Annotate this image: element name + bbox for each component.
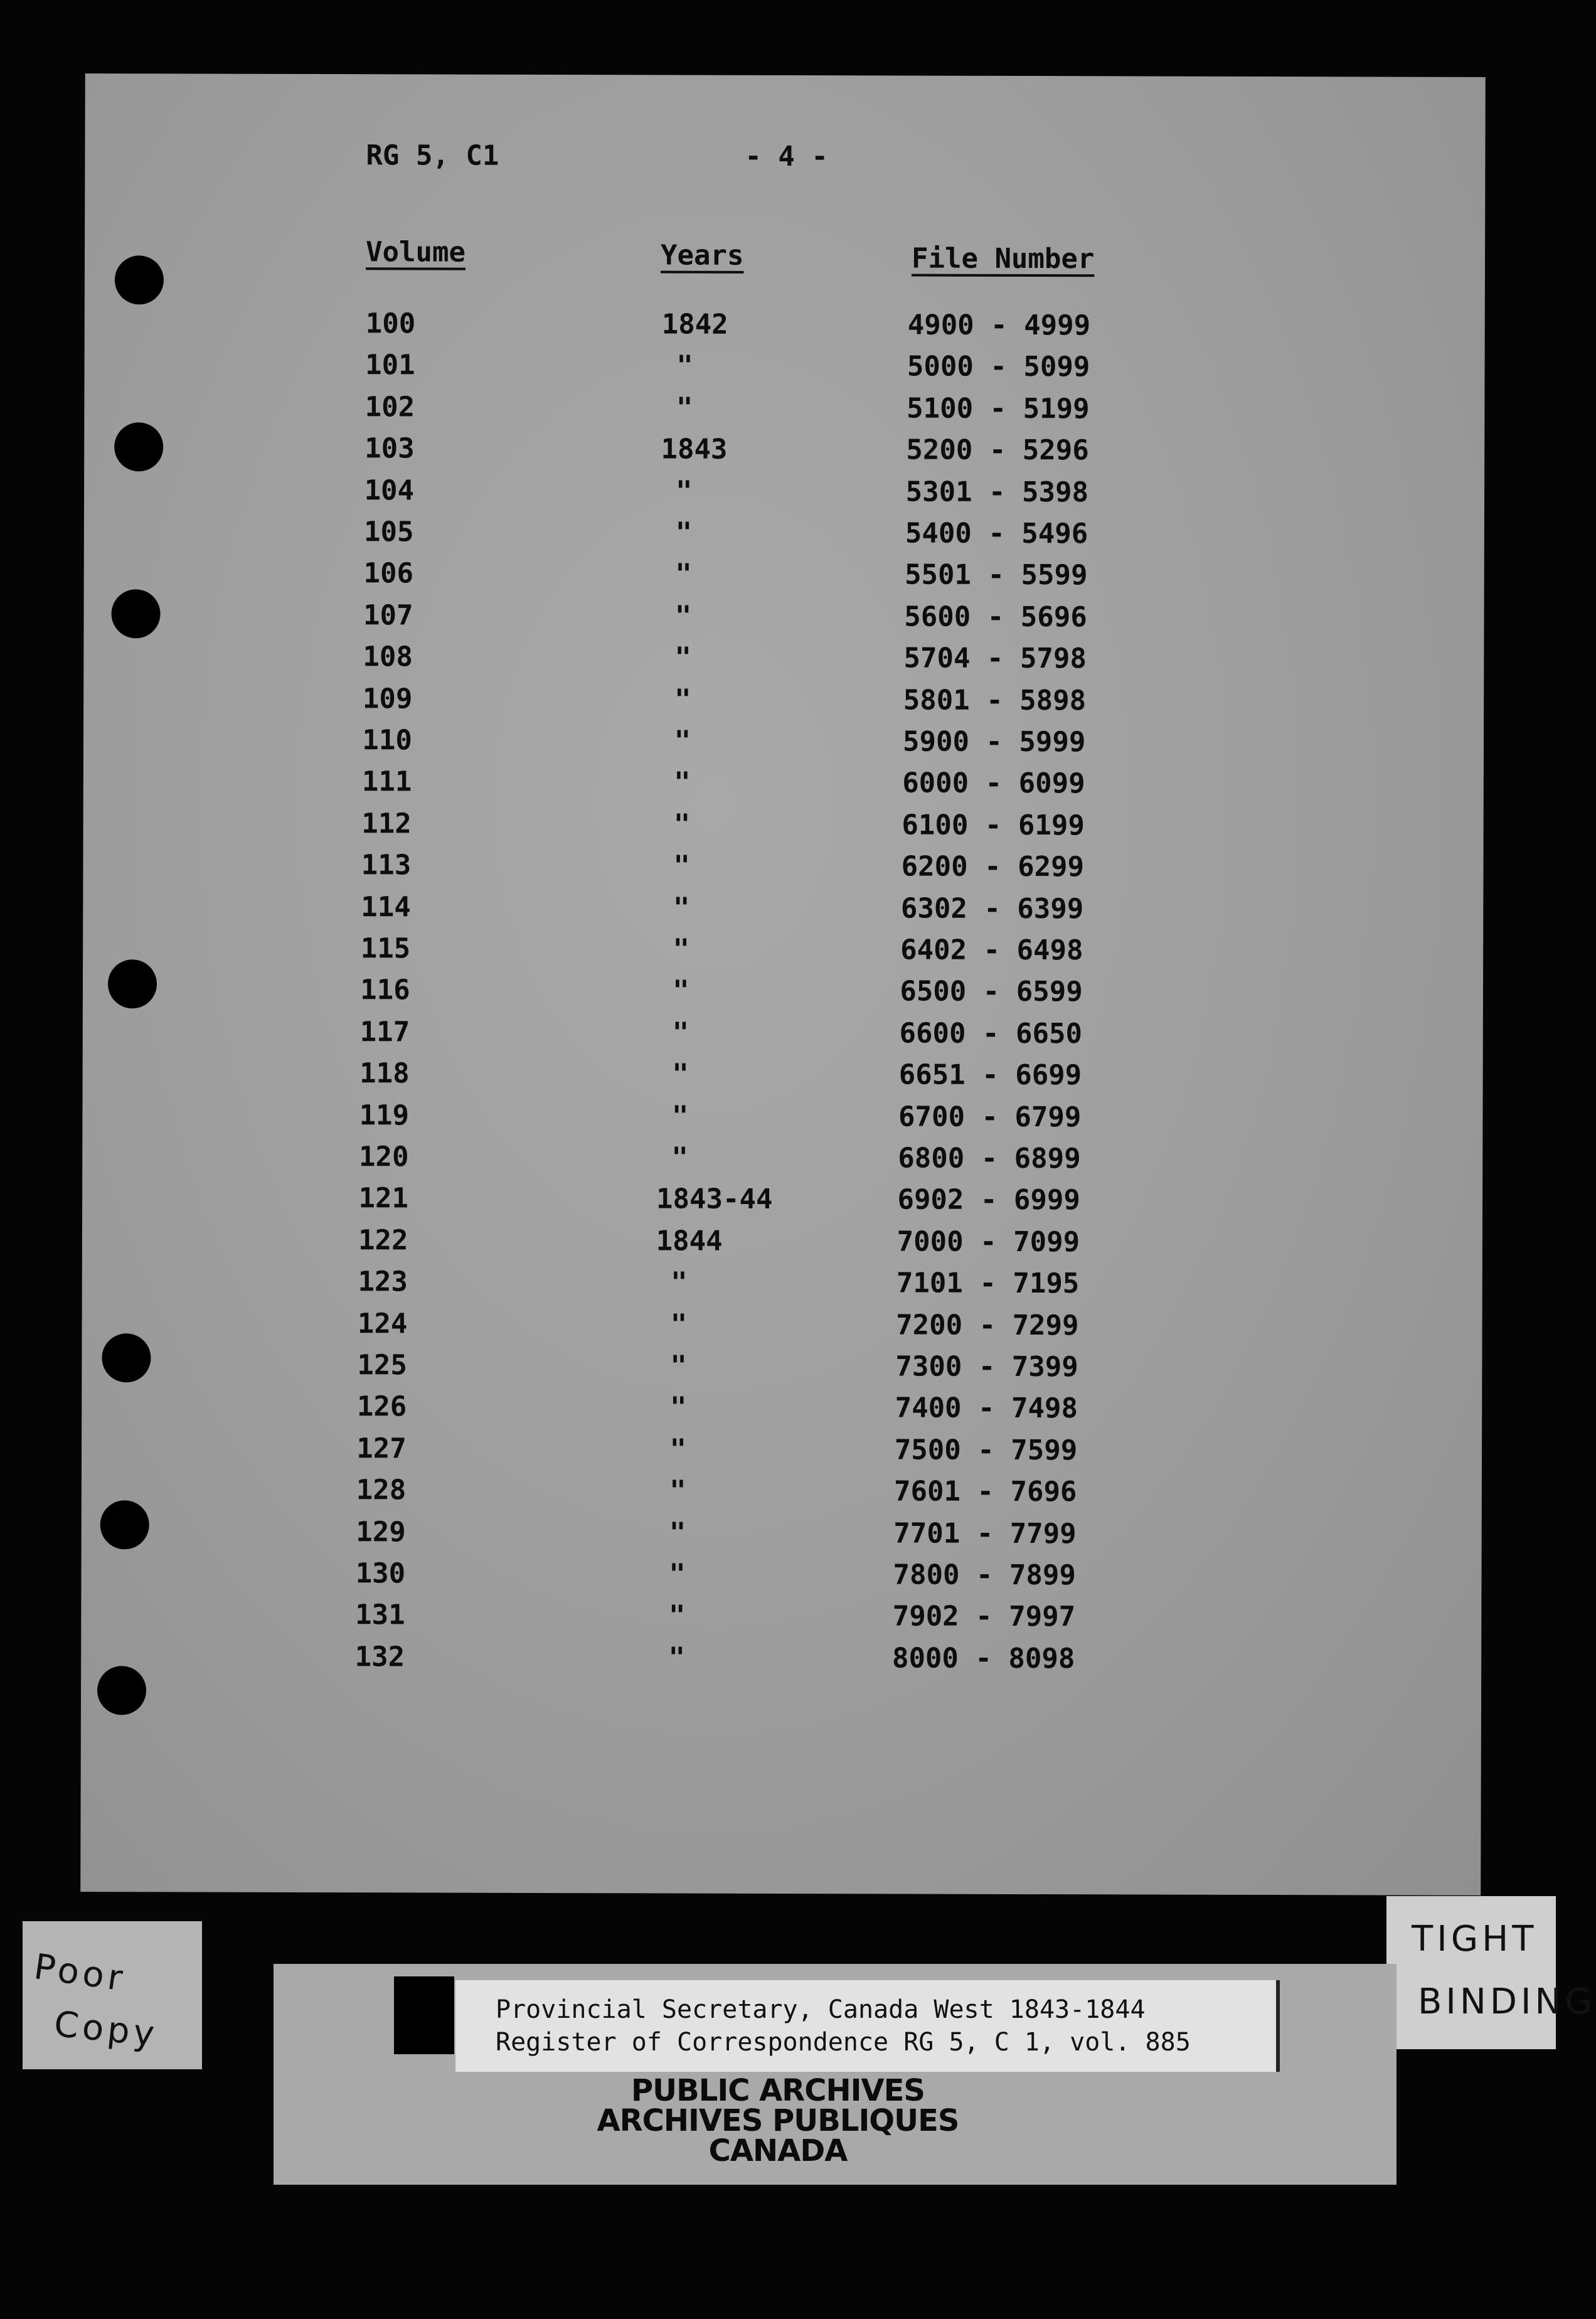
years-cell: ": [674, 725, 691, 757]
volume-cell: 102: [364, 391, 415, 424]
file-number-cell: 5900 - 5999: [902, 725, 1086, 759]
volume-cell: 125: [357, 1349, 407, 1382]
file-number-cell: 5400 - 5496: [905, 517, 1088, 550]
table-row: [84, 474, 1484, 519]
file-number-cell: 7200 - 7299: [896, 1309, 1079, 1341]
document-page: [80, 73, 1486, 1895]
years-cell: ": [673, 808, 691, 841]
file-number-cell: 5704 - 5798: [903, 642, 1087, 675]
file-number-cell: 6600 - 6650: [899, 1017, 1083, 1050]
years-cell: 1843: [661, 433, 728, 466]
years-cell: ": [669, 1391, 687, 1424]
table-row: [83, 890, 1483, 936]
years-cell: ": [670, 1308, 688, 1341]
volume-cell: 119: [359, 1099, 410, 1132]
volume-cell: 114: [361, 890, 411, 924]
file-number-cell: 5200 - 5296: [906, 434, 1089, 467]
table-row: [83, 1015, 1483, 1060]
years-cell: ": [670, 1350, 687, 1382]
table-row: [82, 1473, 1482, 1518]
volume-cell: 132: [354, 1641, 405, 1673]
table-row: [82, 1099, 1482, 1144]
file-number-cell: 7701 - 7799: [893, 1517, 1077, 1550]
table-row: [83, 599, 1484, 644]
volume-cell: 122: [358, 1224, 408, 1257]
years-cell: ": [674, 683, 691, 716]
label-info-strip: [455, 1980, 1280, 2072]
years-cell: ": [672, 1058, 689, 1090]
file-number-cell: 7300 - 7399: [895, 1350, 1078, 1383]
file-number-cell: 7000 - 7099: [896, 1225, 1080, 1259]
years-cell: ": [668, 1599, 686, 1632]
file-number-cell: 6402 - 6498: [900, 934, 1083, 967]
file-number-cell: 7500 - 7599: [894, 1434, 1078, 1467]
file-number-cell: 7400 - 7498: [895, 1392, 1078, 1425]
volume-cell: 129: [356, 1515, 406, 1549]
table-row: [82, 1181, 1482, 1227]
file-number-cell: 6700 - 6799: [898, 1101, 1082, 1133]
table-row: [83, 932, 1483, 977]
table-row: [82, 1432, 1482, 1477]
volume-cell: 127: [356, 1432, 407, 1465]
table-row: [83, 640, 1484, 685]
years-cell: ": [673, 933, 690, 966]
table-row: [84, 515, 1484, 560]
volume-cell: 100: [365, 307, 416, 340]
volume-cell: 120: [359, 1141, 409, 1173]
file-number-cell: 6200 - 6299: [901, 850, 1085, 883]
file-number-cell: 6100 - 6199: [902, 809, 1085, 842]
poor-copy-note: [23, 1921, 202, 2069]
file-number-cell: 7101 - 7195: [896, 1267, 1080, 1300]
table-row: [82, 1223, 1482, 1269]
volume-cell: 109: [362, 682, 413, 715]
file-number-cell: 6000 - 6099: [902, 767, 1085, 800]
table-row: [81, 1640, 1481, 1685]
years-cell: ": [671, 1141, 689, 1174]
file-number-cell: 5100 - 5199: [907, 392, 1090, 425]
years-cell: 1844: [656, 1225, 723, 1257]
table-row: [84, 557, 1484, 602]
handwritten-note-line: Copy: [52, 2003, 161, 2055]
volume-cell: 111: [361, 765, 412, 798]
volume-cell: 112: [361, 808, 412, 840]
page-number: - 4 -: [745, 140, 828, 173]
label-line-1: Provincial Secretary, Canada West 1843-1844: [496, 1995, 1146, 2024]
volume-cell: 118: [359, 1057, 410, 1090]
years-cell: ": [676, 475, 693, 508]
years-cell: ": [671, 1266, 688, 1299]
volume-cell: 105: [364, 516, 414, 548]
handwritten-note-line: Poor: [31, 1946, 129, 2000]
volume-table: [80, 73, 1486, 1895]
file-number-cell: 7902 - 7997: [892, 1600, 1076, 1633]
years-cell: ": [669, 1474, 686, 1507]
file-number-cell: 6800 - 6899: [898, 1142, 1081, 1175]
volume-cell: 126: [356, 1390, 407, 1423]
volume-cell: 104: [364, 474, 415, 507]
column-header-volume: Volume: [365, 236, 466, 269]
years-cell: ": [676, 392, 693, 424]
volume-cell: 108: [363, 641, 413, 673]
volume-cell: 117: [359, 1016, 410, 1048]
file-number-cell: 5000 - 5099: [907, 350, 1090, 383]
years-cell: ": [672, 1016, 689, 1049]
table-row: [83, 807, 1484, 852]
table-row: [84, 390, 1484, 435]
volume-cell: 131: [355, 1599, 405, 1631]
years-cell: ": [668, 1641, 686, 1674]
table-row: [82, 1348, 1482, 1394]
file-number-cell: 8000 - 8098: [891, 1642, 1075, 1675]
tight-binding-note: [1386, 1896, 1596, 2049]
table-row: [82, 1140, 1482, 1185]
file-number-cell: 7601 - 7696: [894, 1475, 1077, 1508]
volume-cell: 107: [363, 599, 413, 632]
table-row: [83, 848, 1483, 893]
file-number-cell: 4900 - 4999: [907, 309, 1091, 342]
years-cell: ": [674, 766, 691, 799]
table-row: [82, 1390, 1482, 1435]
file-number-cell: 5501 - 5599: [905, 558, 1088, 592]
years-cell: ": [673, 892, 690, 924]
volume-cell: 115: [360, 932, 411, 965]
table-row: [85, 307, 1485, 352]
volume-cell: 101: [365, 349, 415, 381]
table-row: [83, 765, 1484, 810]
volume-cell: 106: [363, 557, 414, 590]
table-row: [83, 973, 1483, 1018]
years-cell: ": [675, 558, 692, 591]
table-row: [82, 1515, 1482, 1560]
handwritten-note-line: BINDING: [1418, 1981, 1596, 2022]
label-line-2: Register of Correspondence RG 5, C 1, vol. 885: [496, 2028, 1191, 2057]
years-cell: ": [674, 600, 692, 632]
years-cell: ": [669, 1517, 686, 1549]
volume-cell: 128: [356, 1474, 407, 1506]
years-cell: ": [675, 516, 693, 549]
column-header-years: Years: [660, 239, 744, 272]
file-number-cell: 6651 - 6699: [898, 1058, 1082, 1092]
file-number-cell: 6302 - 6399: [900, 892, 1084, 925]
file-number-cell: 5600 - 5696: [904, 600, 1087, 634]
volume-cell: 103: [364, 432, 415, 465]
table-row: [81, 1557, 1481, 1602]
file-number-cell: 6500 - 6599: [900, 975, 1083, 1008]
archive-country: CANADA: [708, 2133, 848, 2168]
volume-cell: 130: [355, 1557, 406, 1590]
file-number-cell: 6902 - 6999: [897, 1183, 1080, 1217]
table-row: [81, 1598, 1481, 1643]
table-row: [83, 682, 1484, 727]
label-tab: [394, 1976, 454, 2054]
years-cell: ": [676, 349, 693, 383]
file-number-cell: 5801 - 5898: [903, 684, 1087, 717]
volume-cell: 110: [362, 724, 412, 757]
record-group-header: RG 5, C1: [366, 139, 499, 172]
years-cell: 1843-44: [656, 1183, 773, 1216]
file-number-cell: 7800 - 7899: [893, 1559, 1077, 1592]
table-row: [83, 723, 1484, 769]
archive-name-en: PUBLIC ARCHIVES: [631, 2073, 925, 2108]
table-row: [83, 1057, 1483, 1102]
archive-name-fr: ARCHIVES PUBLIQUES: [597, 2103, 959, 2138]
years-cell: ": [671, 1100, 689, 1133]
file-number-cell: 5301 - 5398: [905, 476, 1089, 508]
volume-cell: 116: [360, 974, 410, 1006]
volume-cell: 121: [358, 1182, 409, 1215]
volume-cell: 124: [357, 1307, 408, 1340]
column-header-file-number: File Number: [911, 242, 1095, 275]
volume-cell: 113: [361, 849, 412, 882]
years-cell: 1842: [661, 308, 728, 341]
volume-cell: 123: [358, 1266, 408, 1298]
years-cell: ": [673, 974, 689, 1007]
table-row: [84, 348, 1484, 393]
handwritten-note-line: TIGHT: [1412, 1919, 1538, 1959]
years-cell: ": [673, 850, 690, 882]
years-cell: ": [669, 1433, 687, 1466]
table-row: [84, 432, 1484, 477]
years-cell: ": [669, 1558, 686, 1591]
table-row: [82, 1265, 1482, 1310]
table-row: [82, 1307, 1482, 1352]
years-cell: ": [674, 641, 692, 674]
